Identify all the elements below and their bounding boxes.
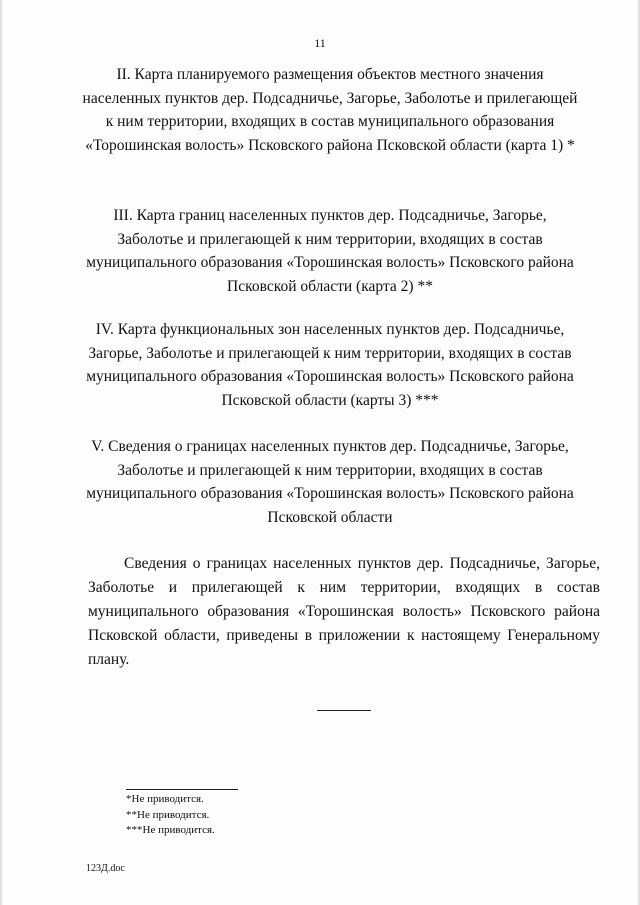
section-heading-4: IV. Карта функциональных зон населенных пунктов дер. Подсадничье, Загорье, Заболотье и прилегающей к ним территории, входящих в состав муниципального образования «Торошинская волость» Псковского района Псковской области (карты 3) *** [86, 321, 574, 409]
footnote-2: **Не приводится. [126, 808, 210, 821]
page-number: 11 [314, 36, 326, 50]
footnote-divider [126, 789, 238, 790]
section-heading-3: III. Карта границ населенных пунктов дер. Подсадничье, Загорье, Заболотье и прилегающей к ним территории, входящих в состав муниципального образования «Торошинская волость» Псковского района Псковской области (карта 2) ** [86, 207, 574, 295]
center-divider [317, 710, 371, 711]
footnote-3: ***Не приводится. [126, 824, 215, 836]
file-name: 123Д.doc [86, 863, 125, 874]
body-paragraph: Сведения о границах населенных пунктов дер. Подсадничье, Загорье, Заболотье и прилегающей к ним территории, входящих в состав муниципального образования «Торошинская волость» Псковского района Псковской области, приведены в приложении к настоящему Генеральному плану. [88, 555, 600, 668]
section-heading-5: V. Сведения о границах населенных пунктов дер. Подсадничье, Загорье, Заболотье и прилегающей к ним территории, входящих в состав муниципального образования «Торошинская волость» Псковского района Псковской области [86, 438, 574, 526]
scan-edge-left [0, 0, 3, 905]
footnotes [126, 792, 215, 839]
section-heading-2: II. Карта планируемого размещения объектов местного значения населенных пунктов дер. Подсадничье, Загорье, Заболотье и прилегающей к ним территории, входящих в состав муниципального образования «Торошинская волость» Псковского района Псковской области (карта 1) * [82, 66, 578, 154]
footnote-1: *Не приводится. [126, 793, 204, 805]
